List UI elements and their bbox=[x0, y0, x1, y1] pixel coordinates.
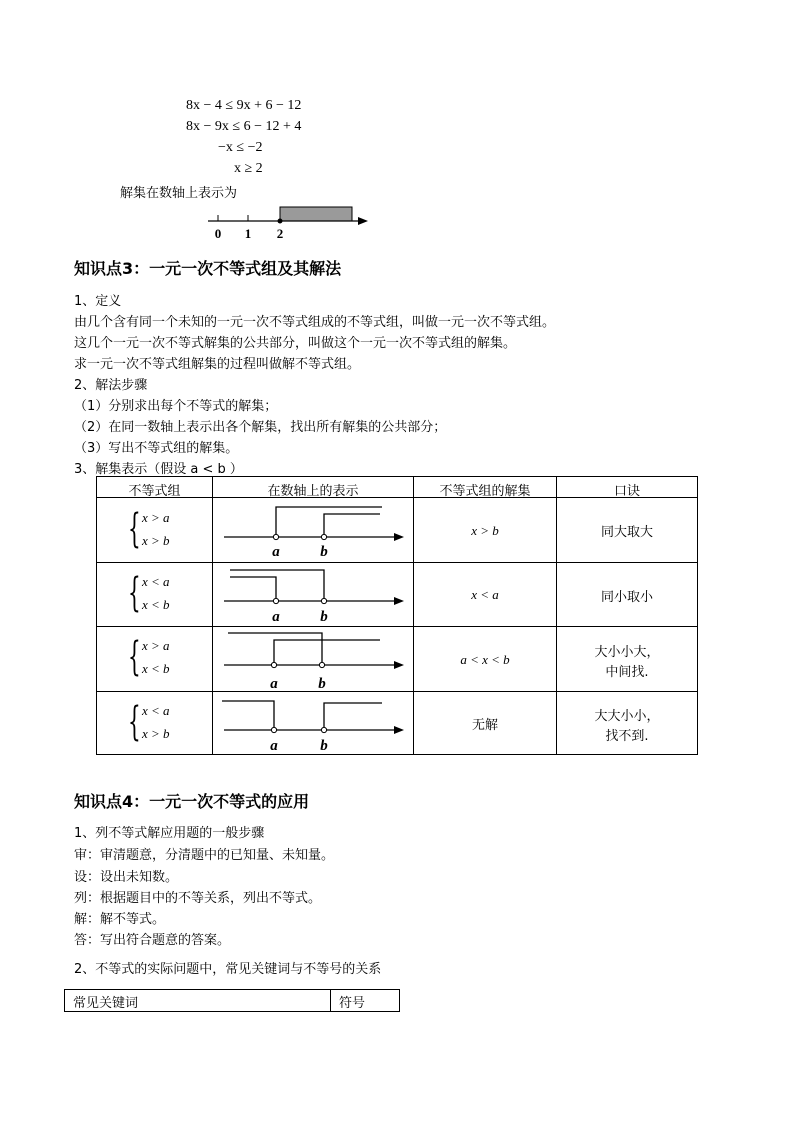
row3-condition-2: x < b bbox=[142, 661, 170, 676]
s3-line-1: 1、定义 bbox=[74, 294, 122, 309]
s4-line-3: 设：设出未知数。 bbox=[74, 870, 179, 885]
keyword-table-header-symbol: 符号 bbox=[339, 996, 366, 1011]
tick-label-1: 1 bbox=[244, 226, 252, 241]
numberline-caption: 解集在数轴上表示为 bbox=[120, 186, 238, 201]
row2-ray-a bbox=[230, 577, 276, 601]
s4-line-5: 解：解不等式。 bbox=[74, 912, 166, 927]
section3-title: 知识点3：一元一次不等式组及其解法 bbox=[74, 259, 342, 278]
s4-subheading-2: 2、不等式的实际问题中，常见关键词与不等号的关系 bbox=[74, 962, 382, 977]
s3-line-9: 3、解集表示（假设 a < b ） bbox=[74, 462, 243, 477]
row2-condition-2: x < b bbox=[142, 597, 170, 612]
row3-ray-a bbox=[274, 640, 380, 665]
row2-diagram bbox=[224, 570, 398, 601]
s3-line-3: 这几个一元一次不等式解集的公共部分，叫做这个一元一次不等式组的解集。 bbox=[74, 336, 517, 351]
row4-label-b: b bbox=[320, 738, 328, 754]
s3-line-8: （3）写出不等式组的解集。 bbox=[74, 441, 239, 456]
s3-line-6: （1）分别求出每个不等式的解集； bbox=[74, 399, 278, 414]
row1-condition-2: x > b bbox=[142, 533, 170, 548]
row4-solution: 无解 bbox=[471, 718, 498, 733]
row4-rhyme-line-1: 大大小小， bbox=[594, 709, 660, 724]
table-header-rhyme: 口诀 bbox=[613, 484, 640, 499]
solution-step-1: 8x − 4 ≤ 9x + 6 − 12 bbox=[186, 98, 302, 113]
table-header-solution: 不等式组的解集 bbox=[439, 484, 531, 499]
row1-point-b bbox=[321, 534, 326, 539]
row3-diagram bbox=[224, 633, 398, 665]
row1-brace: { bbox=[128, 506, 141, 552]
tick-label-0: 0 bbox=[214, 226, 222, 241]
row1-rhyme: 同大取大 bbox=[600, 525, 653, 540]
row4-point-b bbox=[321, 727, 326, 732]
row4-condition-1: x < a bbox=[142, 703, 170, 718]
row2-label-b: b bbox=[320, 609, 328, 625]
row1-diagram bbox=[224, 507, 398, 537]
keyword-table bbox=[64, 989, 400, 1012]
solution-step-3: −x ≤ −2 bbox=[218, 140, 263, 155]
row2-solution: x < a bbox=[471, 587, 499, 602]
row4-condition-2: x > b bbox=[142, 726, 170, 741]
row1-ray-b bbox=[324, 514, 380, 537]
row4-ray-a bbox=[222, 701, 274, 730]
row2-point-a bbox=[273, 598, 278, 603]
row3-label-a: a bbox=[270, 676, 278, 692]
row1-solution: x > b bbox=[471, 523, 499, 538]
row3-solution: a < x < b bbox=[460, 652, 510, 667]
row3-point-a bbox=[271, 662, 276, 667]
row3-ray-b bbox=[228, 633, 322, 665]
row3-rhyme-line-2: 中间找. bbox=[605, 665, 649, 680]
row3-brace: { bbox=[128, 634, 141, 680]
row2-brace: { bbox=[128, 570, 141, 616]
row2-arrow bbox=[394, 597, 404, 605]
row3-point-b bbox=[319, 662, 324, 667]
keyword-table-header-keywords: 常见关键词 bbox=[73, 996, 139, 1011]
row1-label-b: b bbox=[320, 544, 328, 560]
row4-ray-b bbox=[324, 703, 382, 730]
row2-label-a: a bbox=[272, 609, 280, 625]
row1-ray-a bbox=[276, 507, 382, 537]
solution-step-2: 8x − 9x ≤ 6 − 12 + 4 bbox=[186, 119, 302, 134]
row4-label-a: a bbox=[270, 738, 278, 754]
row1-arrow bbox=[394, 533, 404, 541]
table-header-numberline: 在数轴上的表示 bbox=[267, 484, 359, 499]
s4-line-1: 1、列不等式解应用题的一般步骤 bbox=[74, 826, 265, 841]
row4-diagram bbox=[222, 701, 398, 730]
row1-condition-1: x > a bbox=[142, 510, 170, 525]
row1-point-a bbox=[273, 534, 278, 539]
row4-brace: { bbox=[128, 699, 141, 745]
row3-label-b: b bbox=[318, 676, 326, 692]
s3-line-2: 由几个含有同一个未知的一元一次不等式组成的不等式组，叫做一元一次不等式组。 bbox=[74, 315, 556, 330]
row4-arrow bbox=[394, 726, 404, 734]
s4-line-2: 审：审清题意，分清题中的已知量、未知量。 bbox=[74, 848, 335, 863]
tick-label-2: 2 bbox=[276, 226, 284, 241]
row3-rhyme-line-1: 大小小大， bbox=[594, 645, 660, 660]
row4-rhyme-line-2: 找不到. bbox=[605, 729, 649, 744]
solution-step-4: x ≥ 2 bbox=[234, 161, 263, 176]
s3-line-5: 2、解法步骤 bbox=[74, 378, 148, 393]
row2-condition-1: x < a bbox=[142, 574, 170, 589]
keyword-table-divider bbox=[330, 990, 331, 1011]
s4-line-4: 列：根据题目中的不等关系，列出不等式。 bbox=[74, 891, 322, 906]
row4-point-a bbox=[271, 727, 276, 732]
row1-label-a: a bbox=[272, 544, 280, 560]
row3-arrow bbox=[394, 661, 404, 669]
row2-ray-b bbox=[230, 570, 324, 601]
row2-point-b bbox=[321, 598, 326, 603]
row3-condition-1: x > a bbox=[142, 638, 170, 653]
s4-line-6: 答：写出符合题意的答案。 bbox=[74, 933, 231, 948]
table-header-system: 不等式组 bbox=[128, 484, 181, 499]
s3-line-4: 求一元一次不等式组解集的过程叫做解不等式组。 bbox=[74, 357, 361, 372]
s3-line-7: （2）在同一数轴上表示出各个解集，找出所有解集的公共部分； bbox=[74, 420, 447, 435]
section4-title: 知识点4：一元一次不等式的应用 bbox=[74, 792, 310, 811]
row2-rhyme: 同小取小 bbox=[600, 590, 653, 605]
